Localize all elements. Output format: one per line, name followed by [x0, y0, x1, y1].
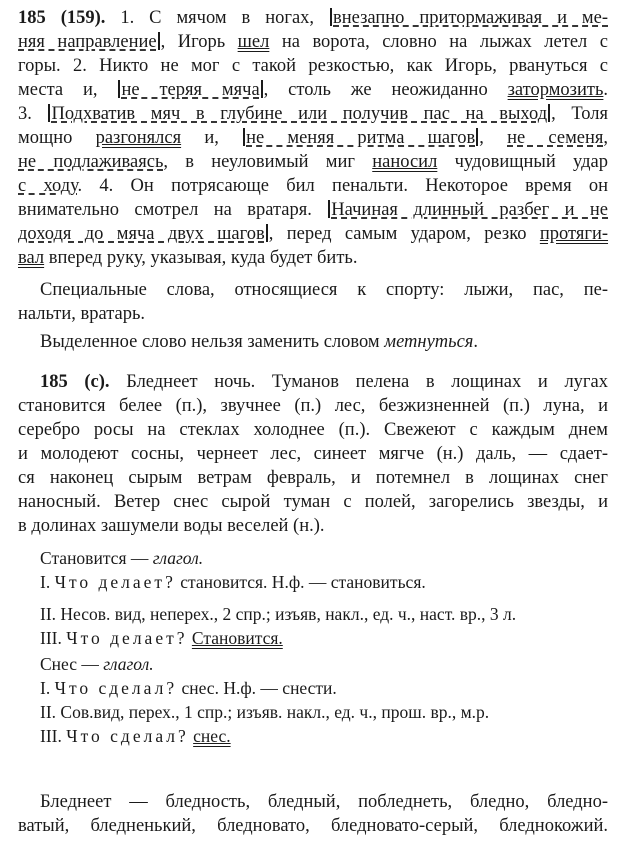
analysis-line: [40, 652, 628, 676]
exercise-number: 185 (с).: [40, 372, 110, 392]
adverbial-phrase: Подхватив мяч в глубине или получив пас на выход: [51, 104, 548, 124]
adverbial-phrase: доходя до мяча двух шагов: [18, 224, 265, 244]
text-fragment: I.: [40, 572, 51, 592]
text-fragment: , перед самым ударом, резко: [268, 224, 527, 244]
text-line: [18, 126, 608, 150]
analysis-line: [40, 546, 628, 570]
text-fragment: 1. С мячом в ногах,: [120, 8, 315, 28]
text-fragment: на ворота, словно на лыжах летел с: [281, 32, 608, 52]
text-line: серебро росы на стеклах холоднее (п.). Свежеют с каждым днем: [18, 420, 608, 440]
text-line: [18, 78, 608, 102]
text-fragment: . 4. Он потрясающе бил пенальти. Некоторое время он: [77, 176, 608, 196]
predicate: наносил: [372, 152, 438, 172]
adverbial-phrase: няя направление: [18, 32, 157, 52]
text-fragment: Бледнеет ночь. Туманов пелена в лощинах и лугах: [126, 372, 608, 392]
analysis-line: [40, 570, 628, 594]
text-fragment: вперед руку, указывая, куда будет бить.: [48, 248, 358, 268]
text-fragment: III.: [40, 726, 62, 746]
text-line: [18, 198, 608, 222]
adverbial-phrase: не меняя ритма шагов: [246, 128, 476, 148]
predicate: снес.: [193, 726, 231, 746]
text-line: Бледнеет — бледность, бледный, побледнеть, бледно, бледно-: [40, 792, 608, 812]
text-line: нальти, вратарь.: [18, 304, 146, 324]
text-fragment: ,: [479, 128, 484, 148]
text-fragment: места и,: [18, 80, 98, 100]
text-line: [18, 222, 608, 246]
part-of-speech: глагол.: [103, 654, 154, 674]
text-line: наносный. Ветер снес сырой туман с полей, загорелись звезды, и: [18, 492, 608, 512]
participle-bracket: [476, 128, 478, 146]
participle-bracket: [548, 104, 550, 122]
analysis-line: [40, 724, 628, 748]
analysis-line: [40, 676, 628, 700]
text-fragment: III.: [40, 628, 62, 648]
predicate: затормозить: [507, 80, 604, 100]
analysis-line: II. Сов.вид, перех., 1 спр.; изъяв. накл., ед. ч., прош. вр., м.р.: [40, 702, 490, 722]
participle-bracket: [261, 80, 263, 98]
text-fragment: внимательно смотрел на вратаря.: [18, 200, 312, 220]
predicate: разгонялся: [95, 128, 182, 148]
participle-bracket: [243, 128, 245, 146]
text-line: [18, 246, 608, 270]
adverbial-phrase: с ходу: [18, 176, 78, 196]
participle-bracket: [328, 200, 330, 218]
text-line: ватый, бледненький, бледновато, бледновато-серый, бледнокожий.: [18, 816, 608, 836]
adverbial-phrase: Начиная длинный разбег и не: [331, 200, 608, 220]
text-fragment: , в неуловимый миг: [163, 152, 355, 172]
participle-bracket: [266, 224, 268, 242]
text-fragment: Становится —: [40, 548, 149, 568]
question: Что сделал?: [54, 678, 178, 698]
italic-word: метнуться: [384, 332, 474, 352]
text-fragment: и,: [204, 128, 219, 148]
text-fragment: 3.: [18, 104, 32, 124]
note-replacement: [40, 330, 608, 354]
adverbial-phrase: внезапно притормаживая и ме-: [333, 8, 609, 28]
text-line: [18, 6, 608, 30]
text-line: [18, 102, 608, 126]
text-line: горы. 2. Никто не мог с такой резкостью, как Игорь, рвануться с: [18, 56, 608, 76]
participle-bracket: [330, 8, 332, 26]
text-fragment: .: [603, 80, 609, 100]
exercise-number: 185 (159).: [18, 8, 106, 28]
text-line: [18, 30, 608, 54]
text-line: Специальные слова, относящиеся к спорту: лыжи, пас, пе-: [40, 280, 608, 300]
text-fragment: ,: [603, 128, 609, 148]
predicate: Становится.: [191, 628, 283, 648]
text-fragment: , Игорь: [160, 32, 226, 52]
question: Что делает?: [54, 572, 176, 592]
part-of-speech: глагол.: [152, 548, 204, 568]
analysis-line: [40, 626, 628, 650]
text-line: [18, 174, 608, 198]
text-fragment: I.: [40, 678, 51, 698]
predicate: протяги-: [539, 224, 609, 244]
text-fragment: чудовищный удар: [454, 152, 608, 172]
question: Что делает?: [66, 628, 188, 648]
text-line: ся наконец сырым ветрам февраль, и потемнел в лощинах снег: [18, 468, 608, 488]
text-fragment: .: [473, 332, 479, 352]
predicate: вал: [18, 248, 45, 268]
question: Что сделал?: [66, 726, 189, 746]
text-fragment: мощно: [18, 128, 73, 148]
text-line: становится белее (п.), звучнее (п.) лес, безжизненней (п.) луна, и: [18, 396, 608, 416]
analysis-line: II. Несов. вид, неперех., 2 спр.; изъяв, накл., ед. ч., наст. вр., 3 л.: [40, 604, 517, 624]
text-fragment: , Толя: [551, 104, 608, 124]
text-line: [18, 150, 608, 174]
text-line: в долинах зашумели воды веселей (н.).: [18, 516, 325, 536]
adverbial-phrase: не теряя мяча: [121, 80, 260, 100]
adverbial-phrase: не семеня: [507, 128, 604, 148]
predicate: шел: [237, 32, 270, 52]
text-fragment: , столь же неожиданно: [263, 80, 488, 100]
adverbial-phrase: не подлаживаясь: [18, 152, 164, 172]
text-fragment: Снес —: [40, 654, 99, 674]
text-fragment: Выделенное слово нельзя заменить словом: [40, 332, 380, 352]
participle-bracket: [158, 32, 160, 50]
text-fragment: снес. Н.ф. — снести.: [181, 678, 337, 698]
text-fragment: становится. Н.ф. — становиться.: [180, 572, 426, 592]
text-line: [40, 370, 608, 394]
text-line: и молодеют сосны, чернеет лес, синеет мягче (н.) даль, — сдает-: [18, 444, 608, 464]
